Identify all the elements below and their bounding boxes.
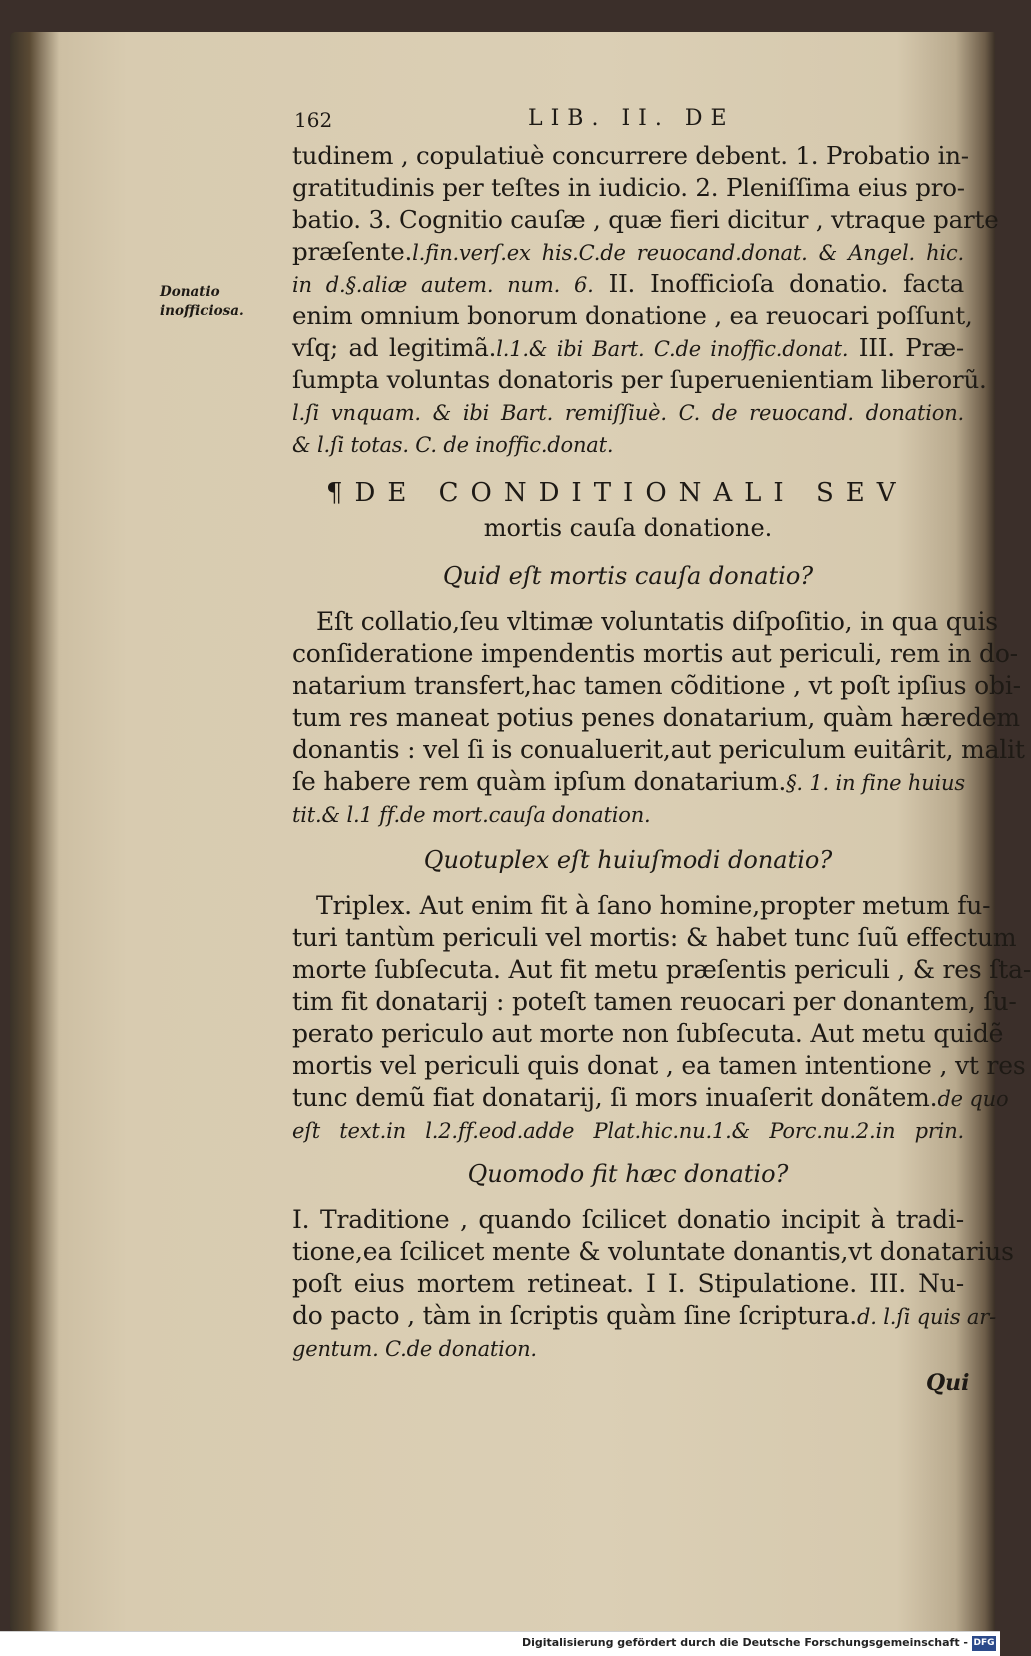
- text-line: [292, 268, 964, 301]
- text-line: [292, 396, 964, 429]
- text-line: tim fit donatarij : poteſt tamen reuocari per donantem, ſu-: [292, 987, 1017, 1016]
- text-span: II. Inofficioſa donatio. facta: [593, 269, 964, 298]
- text-line: enim omnium bonorum donatione , ea reuocari poſſunt,: [292, 301, 973, 330]
- text-line: poſt eius mortem retineat. I I. Stipulatione. III. Nu-: [292, 1269, 964, 1298]
- citation: d. l.ſi quis ar-: [857, 1305, 996, 1329]
- text-line: [292, 428, 964, 461]
- text-line: [292, 236, 964, 269]
- text-line: batio. 3. Cognitio cauſæ , quæ fieri dicitur , vtraque parte: [292, 205, 999, 234]
- citation: §. 1. in fine huius: [786, 771, 965, 795]
- text-span: præſente.: [292, 237, 413, 266]
- text-line: Triplex. Aut enim fit à ſano homine,propter metum fu-: [316, 891, 991, 920]
- text-line: tudinem , copulatiuè concurrere debent. 1. Probatio in-: [292, 141, 969, 170]
- text-line: ſumpta voluntas donatoris per ſuperuenientiam liberorũ.: [292, 365, 987, 394]
- text-line: mortis vel periculi quis donat , ea tamen intentione , vt res: [292, 1051, 1026, 1080]
- citation: & l.ſi totas. C. de inoffic.donat.: [292, 433, 614, 457]
- text-line: [292, 1332, 964, 1365]
- citation: tit.& l.1 ff.de mort.cauſa donation.: [292, 803, 651, 827]
- question-heading: Quotuplex eſt huiuſmodi donatio?: [423, 846, 833, 874]
- question-heading: Quid eſt mortis cauſa donatio?: [442, 562, 814, 590]
- citation: l.fin.verſ.ex his.C.de reuocand.donat. & Angel. hic.: [412, 241, 964, 265]
- text-line: perato periculo aut morte non ſubſecuta. Aut metu quidẽ: [292, 1019, 1004, 1048]
- text-span: ſe habere rem quàm ipſum donatarium.: [292, 767, 787, 796]
- text-line: natarium transfert,hac tamen cõditione , vt poſt ipſius obi-: [292, 671, 1021, 700]
- text-span: III. Præ-: [848, 333, 965, 362]
- citation: de quo: [937, 1087, 1009, 1111]
- text-span: tunc demũ fiat donatarij, ſi mors inuaſerit donãtem.: [292, 1083, 938, 1112]
- section-heading: ¶DE CONDITIONALI SEV: [326, 478, 908, 508]
- dfg-logo-icon: DFG: [972, 1636, 996, 1651]
- running-title: LIB. II. DE: [528, 106, 735, 131]
- text-line: conſideratione impendentis mortis aut periculi, rem in do-: [292, 639, 1018, 668]
- text-line: donantis : vel ſi is conualuerit,aut periculum euitârit, malit: [292, 735, 1025, 764]
- citation: eſt text.in l.2.ff.eod.adde Plat.hic.nu.1.& Porc.nu.2.in prin.: [292, 1119, 964, 1143]
- text-line: [292, 766, 964, 799]
- page-number: 162: [294, 108, 333, 132]
- text-line: [292, 1300, 996, 1333]
- citation: l.1.& ibi Bart. C.de inoffic.donat.: [496, 337, 849, 361]
- question-heading: Quomodo fit hæc donatio?: [467, 1160, 789, 1188]
- citation: l.ſi vnquam. & ibi Bart. remiſſiuè. C. de reuocand. donation.: [292, 401, 964, 425]
- margin-note: Donatio inofficiosa.: [160, 284, 244, 319]
- text-line: [292, 1082, 1009, 1115]
- text-line: turi tantùm periculi vel mortis: & habet tunc ſuũ effectum: [292, 923, 1017, 952]
- text-line: tione,ea ſcilicet mente & voluntate donantis,vt donatarius: [292, 1237, 1014, 1266]
- text-line: [292, 332, 964, 365]
- citation: in d.§.aliæ autem. num. 6.: [292, 273, 594, 297]
- text-line: Eſt collatio,ſeu vltimæ voluntatis diſpoſitio, in qua quis: [316, 607, 998, 636]
- text-span: do pacto , tàm in ſcriptis quàm ſine ſcriptura.: [292, 1301, 858, 1330]
- text-line: tum res maneat potius penes donatarium, quàm hæredem: [292, 703, 1020, 732]
- footer-credit: Digitalisierung gefördert durch die Deutsche Forschungsgemeinschaft -: [521, 1636, 968, 1649]
- text-line: gratitudinis per teſtes in iudicio. 2. Pleniſſima eius pro-: [292, 173, 965, 202]
- text-line: [292, 1114, 964, 1147]
- text-span: vſq; ad legitimã.: [292, 333, 497, 362]
- catchword: Qui: [926, 1370, 970, 1396]
- section-subheading: mortis cauſa donatione.: [483, 514, 773, 542]
- citation: gentum. C.de donation.: [292, 1337, 537, 1361]
- running-head: [290, 106, 970, 136]
- footer-bar: [0, 1631, 1000, 1656]
- text-line: [292, 798, 964, 831]
- text-line: morte ſubſecuta. Aut fit metu præſentis periculi , & res ſta-: [292, 955, 1031, 984]
- text-line: I. Traditione , quando ſcilicet donatio incipit à tradi-: [292, 1205, 964, 1234]
